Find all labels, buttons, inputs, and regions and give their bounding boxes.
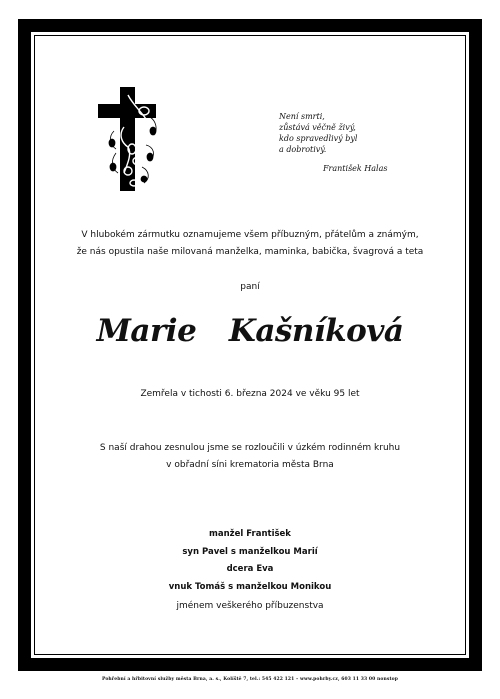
- quote-line: zůstává věčně živý,: [279, 123, 356, 132]
- farewell-line: S naší drahou zesnulou jsme se rozloučili v úzkém rodinném kruhu: [99, 443, 401, 453]
- deceased-name: Marie Kašníková: [96, 313, 404, 349]
- announcement-line: že nás opustila naše milovaná manželka, maminka, babička, švagrová a teta: [76, 247, 424, 257]
- announcement-intro: [40, 227, 460, 261]
- quote-line: a dobrotivý.: [279, 145, 327, 154]
- mourner-item: vnuk Tomáš s manželkou Monikou: [168, 581, 332, 592]
- announcement-line: V hlubokém zármutku oznamujeme všem příbuzným, přátelům a známým,: [81, 230, 419, 240]
- funeral-service-footer: Pohřební a hřbitovní služby města Brna, a. s., Kolíště 7, tel.: 545 422 121 – www.pohrby.cz, 603 11 33 00 nonstop: [101, 677, 399, 682]
- quote-author: František Halas: [323, 164, 388, 173]
- farewell-line: v obřadní síni krematoria města Brna: [166, 460, 334, 470]
- cross-with-flowers-icon: [98, 87, 160, 191]
- death-notice: Zemřela v tichosti 6. března 2024 ve věku 95 let: [140, 389, 360, 399]
- quote-line: kdo spravedlivý byl: [279, 134, 358, 143]
- quote-line: Není smrti,: [279, 112, 325, 121]
- mourner-item: syn Pavel s manželkou Marií: [182, 546, 318, 557]
- honorific: paní: [240, 282, 260, 292]
- farewell-notice: [40, 440, 460, 474]
- mourner-item: manžel František: [209, 529, 291, 539]
- quote-block: [279, 111, 429, 174]
- family-signature: jménem veškerého příbuzenstva: [176, 601, 324, 611]
- mourner-item: dcera Eva: [226, 564, 274, 574]
- mourners-list: [40, 526, 460, 596]
